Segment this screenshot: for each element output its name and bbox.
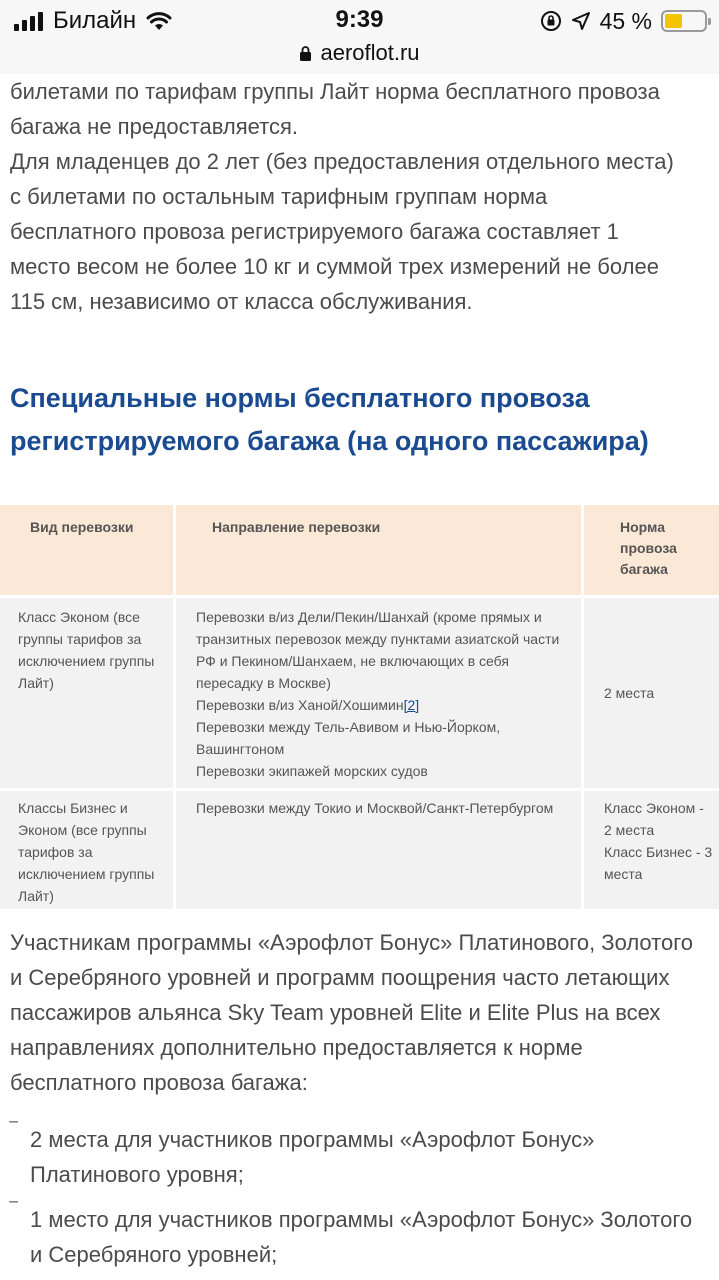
- cell-type: Класс Эконом (все группы тарифов за исключением группы Лайт): [0, 598, 176, 788]
- bonus-list: [0, 1119, 719, 1280]
- norm-line: Класс Бизнес - 3 места: [604, 844, 713, 882]
- footnote-link[interactable]: [2]: [403, 697, 420, 713]
- direction-line: Перевозки экипажей морских судов: [196, 763, 428, 779]
- battery-percent: 45 %: [599, 7, 652, 34]
- cell-direction: Перевозки между Токио и Москвой/Санкт-Петербургом: [176, 791, 584, 909]
- dash-icon: ‾: [10, 1119, 18, 1144]
- bonus-paragraph: Участникам программы «Аэрофлот Бонус» Платинового, Золотого и Серебряного уровней и программ поощрения часто летающих пассажиров альянса Sky Team уровней Elite и Elite Plus на всех направлениях дополнительно предоставляется к норме бесплатного провоза багажа:: [10, 930, 694, 1095]
- url-text: aeroflot.ru: [320, 40, 420, 65]
- status-bar: [0, 0, 719, 74]
- list-item-text: 2 места для участников программы «Аэрофлот Бонус» Платинового уровня;: [30, 1127, 595, 1187]
- intro-line: билетами по тарифам группы Лайт норма бесплатного провоза: [10, 79, 660, 104]
- intro-line: 115 см, независимо от класса обслуживания.: [10, 289, 473, 314]
- list-item: [0, 1119, 700, 1192]
- intro-line: бесплатного провоза регистрируемого багажа составляет 1: [10, 219, 619, 244]
- direction-text: Перевозки в/из Ханой/Хошимин: [196, 697, 404, 713]
- table-header: [0, 505, 719, 595]
- clock: 9:39: [335, 6, 384, 33]
- list-item-text: 1 место для участников программы «Аэрофлот Бонус» Золотого и Серебряного уровней;: [30, 1207, 693, 1267]
- table-row: [0, 598, 719, 788]
- intro-line: место весом не более 10 кг и суммой трех измерений не более: [10, 254, 659, 279]
- baggage-norms-table: [0, 505, 719, 909]
- intro-paragraph: [0, 74, 719, 319]
- address-bar[interactable]: [0, 40, 719, 66]
- intro-line: Для младенцев до 2 лет (без предоставления отдельного места): [10, 149, 674, 174]
- dash-icon: ‾: [10, 1199, 18, 1224]
- cell-type: Классы Бизнес и Эконом (все группы тарифов за исключением группы Лайт): [0, 791, 176, 909]
- battery-icon: [661, 10, 707, 32]
- cell-direction: [176, 598, 584, 788]
- lock-icon: [299, 45, 312, 62]
- direction-line-with-footnote: [196, 694, 571, 716]
- section-title: Специальные нормы бесплатного провоза регистрируемого багажа (на одного пассажира): [10, 383, 649, 456]
- cell-norm: 2 места: [604, 685, 655, 701]
- page-content: [0, 74, 719, 319]
- header-norm: Норма провоза багажа: [620, 519, 677, 577]
- table-row: [0, 791, 719, 909]
- intro-line: багажа не предоставляется.: [10, 114, 298, 139]
- norm-line: Класс Эконом - 2 места: [604, 800, 704, 838]
- carrier-name: Билайн: [53, 7, 137, 34]
- direction-line: Перевозки в/из Дели/Пекин/Шанхай (кроме прямых и транзитных перевозок между пунктами азиатской части РФ и Пекином/Шанхаем, не включающих в себя пересадку в Москве): [196, 609, 560, 691]
- status-right: [540, 8, 707, 34]
- direction-line: Перевозки между Тель-Авивом и Нью-Йорком, Вашингтоном: [196, 719, 501, 757]
- header-direction: Направление перевозки: [176, 505, 584, 595]
- cell-norm: [584, 791, 719, 909]
- list-item: [0, 1199, 700, 1272]
- intro-line: с билетами по остальным тарифным группам норма: [10, 184, 548, 209]
- orientation-lock-icon: [540, 10, 562, 32]
- location-arrow-icon: [571, 11, 591, 31]
- battery-fill: [665, 14, 682, 28]
- header-type: Вид перевозки: [0, 505, 176, 595]
